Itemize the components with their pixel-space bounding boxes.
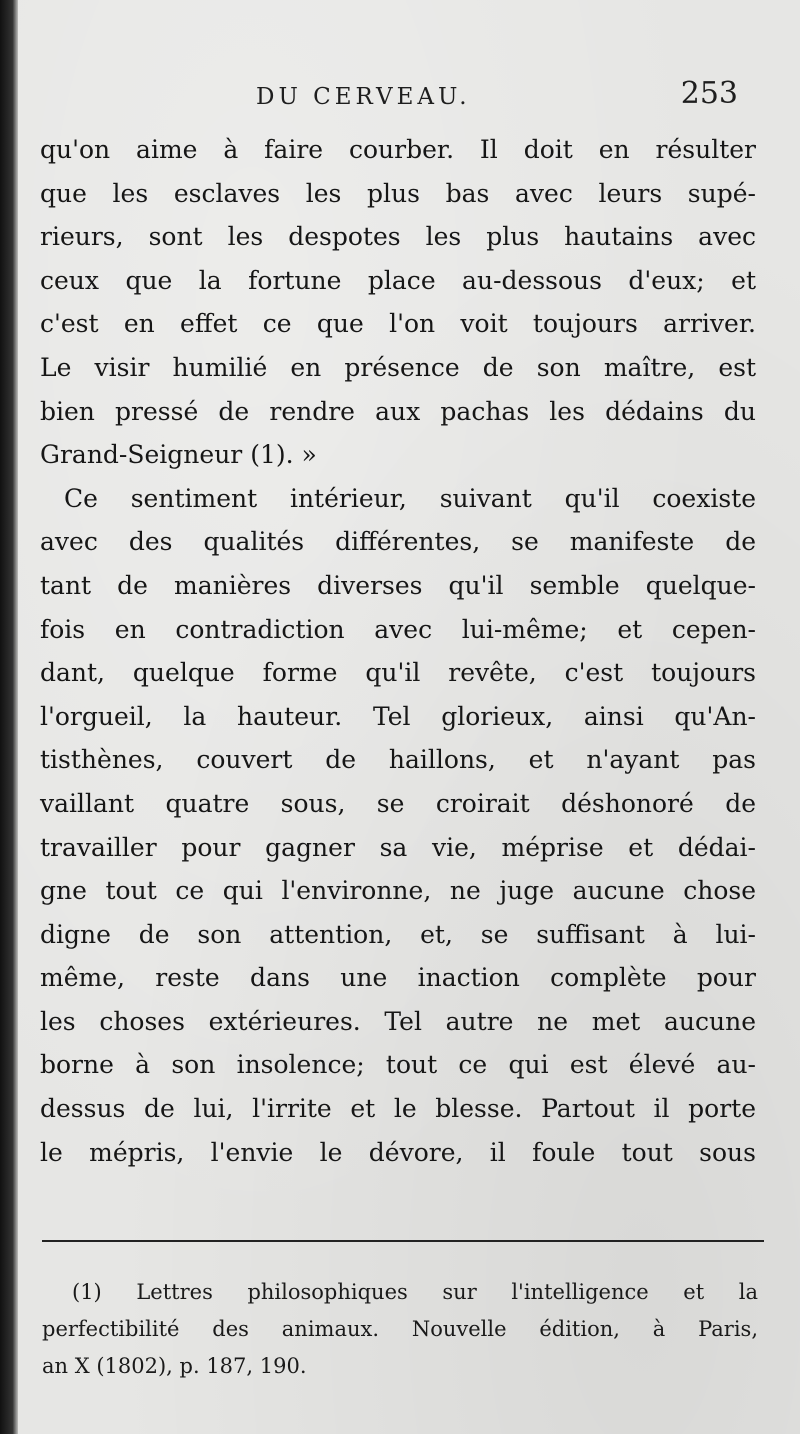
text-line: vaillant quatre sous, se croirait déshonoré de: [40, 788, 756, 818]
text-line: fois en contradiction avec lui-même; et cepen-: [40, 614, 756, 644]
paragraph-first-line: Ce sentiment intérieur, suivant qu'il coexiste: [64, 483, 756, 513]
footnote-line: an X (1802), p. 187, 190.: [42, 1354, 307, 1378]
footnote-line: perfectibilité des animaux. Nouvelle édition, à Paris,: [42, 1317, 758, 1341]
main-text: [40, 128, 756, 1174]
text-line: qu'on aime à faire courber. Il doit en résulter: [40, 135, 756, 164]
page-binding-edge: [0, 0, 18, 1434]
text-line: c'est en effet ce que l'on voit toujours arriver.: [40, 309, 756, 339]
text-line: tant de manières diverses qu'il semble quelque-: [40, 570, 756, 600]
text-line: dessus de lui, l'irrite et le blesse. Partout il porte: [40, 1094, 756, 1124]
running-title: DU CERVEAU.: [256, 84, 471, 110]
text-line: borne à son insolence; tout ce qui est élevé au-: [40, 1050, 756, 1080]
book-page: [18, 0, 800, 1434]
text-line: les choses extérieures. Tel autre ne met aucune: [40, 1006, 756, 1036]
text-line: travailler pour gagner sa vie, méprise et dédai-: [40, 832, 756, 862]
text-line: Le visir humilié en présence de son maître, est: [40, 352, 756, 382]
text-line: bien pressé de rendre aux pachas les dédains du: [40, 396, 756, 426]
text-line: rieurs, sont les despotes les plus hautains avec: [40, 222, 756, 252]
text-line: l'orgueil, la hauteur. Tel glorieux, ainsi qu'An-: [40, 701, 756, 731]
footnote-separator: [42, 1240, 764, 1242]
page-number: 253: [680, 76, 738, 111]
text-line: avec des qualités différentes, se manifeste de: [40, 527, 756, 557]
text-line: que les esclaves les plus bas avec leurs supé-: [40, 178, 756, 208]
text-line: Grand-Seigneur (1). »: [40, 440, 317, 470]
text-line: digne de son attention, et, se suffisant à lui-: [40, 919, 756, 949]
text-line: tisthènes, couvert de haillons, et n'ayant pas: [40, 745, 756, 775]
text-line: le mépris, l'envie le dévore, il foule tout sous: [40, 1137, 756, 1167]
text-line: même, reste dans une inaction complète pour: [40, 963, 756, 993]
text-line: dant, quelque forme qu'il revête, c'est toujours: [40, 658, 756, 688]
footnote: [42, 1274, 758, 1385]
footnote-line: (1) Lettres philosophiques sur l'intelligence et la: [72, 1280, 758, 1304]
text-line: ceux que la fortune place au-dessous d'eux; et: [40, 265, 756, 295]
page-header: [18, 76, 800, 116]
text-line: gne tout ce qui l'environne, ne juge aucune chose: [40, 876, 756, 906]
